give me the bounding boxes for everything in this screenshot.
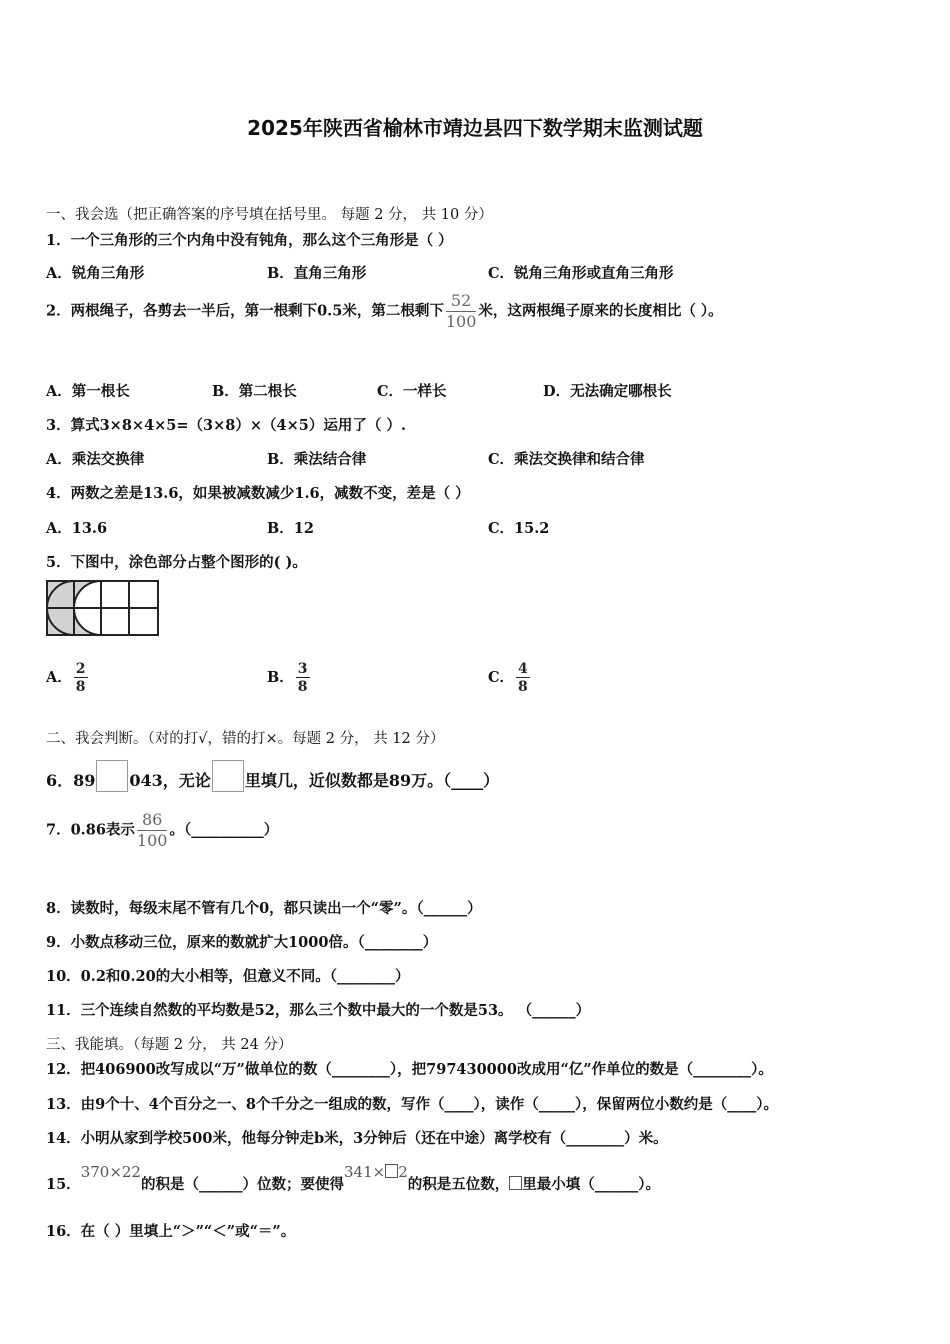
page-title: 2025年陕西省榆林市靖边县四下数学期末监测试题: [247, 116, 703, 140]
question-6: [46, 760, 499, 792]
q7-fraction-denominator: 100: [136, 831, 168, 850]
q3-option-c[interactable]: C．乘法交换律和结合律: [488, 451, 645, 468]
question-9: 9．小数点移动三位，原来的数就扩大1000倍。（________）: [46, 934, 438, 951]
q15-expression-2-right: 2: [398, 1163, 408, 1181]
q15-text-post-2: 里最小填（______）。: [522, 1176, 660, 1193]
section-2-heading: 二、我会判断。（对的打√，错的打×。每题 2 分， 共 12 分）: [46, 731, 445, 747]
q7-fraction-numerator: 86: [137, 812, 168, 831]
q1-option-b[interactable]: B．直角三角形: [267, 265, 367, 282]
section-3-heading: 三、我能填。（每题 2 分， 共 24 分）: [46, 1037, 293, 1053]
q15-expression-2: [344, 1163, 408, 1181]
question-2: [46, 293, 723, 330]
q2-fraction: [446, 293, 477, 330]
question-16: 16．在（ ）里填上“＞”“＜”或“＝”。: [46, 1223, 296, 1240]
q4-option-a[interactable]: A．13.6: [46, 520, 108, 537]
q6-blank-box-2[interactable]: [212, 760, 244, 792]
q5-option-b-label: B．: [267, 669, 294, 686]
q15-expression-2-left: 341×: [343, 1163, 386, 1181]
q6-text-1: 6．89: [46, 771, 96, 790]
question-14: 14．小明从家到学校500米，他每分钟走b米，3分钟后（还在中途）离学校有（________）米。: [46, 1130, 668, 1147]
question-5: 5．下图中，涂色部分占整个图形的( )。: [46, 554, 307, 571]
q2-option-c[interactable]: C．一样长: [377, 383, 447, 400]
q15-text-mid: 的积是（______）位数；要使得: [140, 1176, 344, 1193]
q15-blank-square[interactable]: [385, 1164, 398, 1178]
q3-option-b[interactable]: B．乘法结合律: [267, 451, 367, 468]
q7-fraction: [137, 812, 168, 849]
q2-text-post: 米，这两根绳子原来的长度相比（ ）。: [478, 302, 723, 320]
q2-option-d[interactable]: D．无法确定哪根长: [543, 383, 672, 400]
q5-a-denominator: 8: [75, 679, 86, 695]
question-11: 11．三个连续自然数的平均数是52，那么三个数中最大的一个数是53。 （______）: [46, 1002, 591, 1019]
section-1-heading: 一、我会选（把正确答案的序号填在括号里。 每题 2 分， 共 10 分）: [46, 207, 493, 223]
q3-option-a[interactable]: A．乘法交换律: [46, 451, 145, 468]
q5-a-numerator: 2: [75, 661, 86, 677]
q15-text-post: 的积是五位数，: [407, 1176, 510, 1193]
q5-b-numerator: 3: [297, 661, 308, 677]
question-7: [46, 812, 278, 849]
q5-option-c-label: C．: [488, 669, 515, 686]
q5-option-b-fraction: [296, 662, 310, 694]
q15-expression-1: 370×22: [80, 1163, 141, 1181]
q5-option-c-fraction: [516, 662, 530, 694]
q2-fraction-denominator: 100: [445, 312, 477, 331]
q5-option-a-fraction: [74, 662, 88, 694]
q4-option-c[interactable]: C．15.2: [488, 520, 550, 537]
question-10: 10．0.2和0.20的大小相等，但意义不同。（________）: [46, 968, 410, 985]
q2-option-b[interactable]: B．第二根长: [212, 383, 297, 400]
q6-text-2: 043，无论: [129, 771, 211, 790]
q5-option-c[interactable]: [488, 662, 532, 694]
question-1: 1．一个三角形的三个内角中没有钝角，那么这个三角形是（ ）: [46, 232, 453, 249]
q1-option-c[interactable]: C．锐角三角形或直角三角形: [488, 265, 674, 282]
q7-text-pre: 7．0.86表示: [46, 821, 135, 839]
q5-shaded-figure: [46, 580, 160, 637]
q4-option-b[interactable]: B．12: [267, 520, 314, 537]
q6-text-3: 里填几，近似数都是89万。（____）: [244, 771, 500, 790]
q15-label: 15．: [46, 1176, 81, 1193]
question-12: 12．把406900改写成以“万”做单位的数（________），把797430000改成用“亿”作单位的数是（________）。: [46, 1061, 773, 1078]
q5-option-a[interactable]: [46, 662, 90, 694]
q1-option-a[interactable]: A．锐角三角形: [46, 265, 145, 282]
q7-text-post: 。（__________）: [169, 821, 279, 839]
q5-c-numerator: 4: [518, 661, 528, 677]
question-13: 13．由9个十、4个百分之一、8个千分之一组成的数，写作（____），读作（_____），保留两位小数约是（____）。: [46, 1096, 778, 1113]
q5-option-b[interactable]: [267, 662, 312, 694]
q2-fraction-numerator: 52: [446, 293, 477, 312]
q5-option-a-label: A．: [46, 669, 72, 686]
question-8: 8．读数时，每级末尾不管有几个0，都只读出一个“零”。（______）: [46, 900, 482, 917]
q5-c-denominator: 8: [518, 679, 528, 695]
q15-square-symbol: [509, 1176, 522, 1190]
q2-option-a[interactable]: A．第一根长: [46, 383, 130, 400]
q5-b-denominator: 8: [297, 679, 308, 695]
question-4: 4．两数之差是13.6，如果被减数减少1.6，减数不变，差是（ ）: [46, 485, 470, 502]
q6-blank-box-1[interactable]: [96, 760, 128, 792]
question-3: 3．算式3×8×4×5=（3×8）×（4×5）运用了（ ）.: [46, 417, 406, 434]
q2-text-pre: 2．两根绳子，各剪去一半后，第一根剩下0.5米，第二根剩下: [46, 302, 444, 320]
question-15: [46, 1163, 660, 1194]
